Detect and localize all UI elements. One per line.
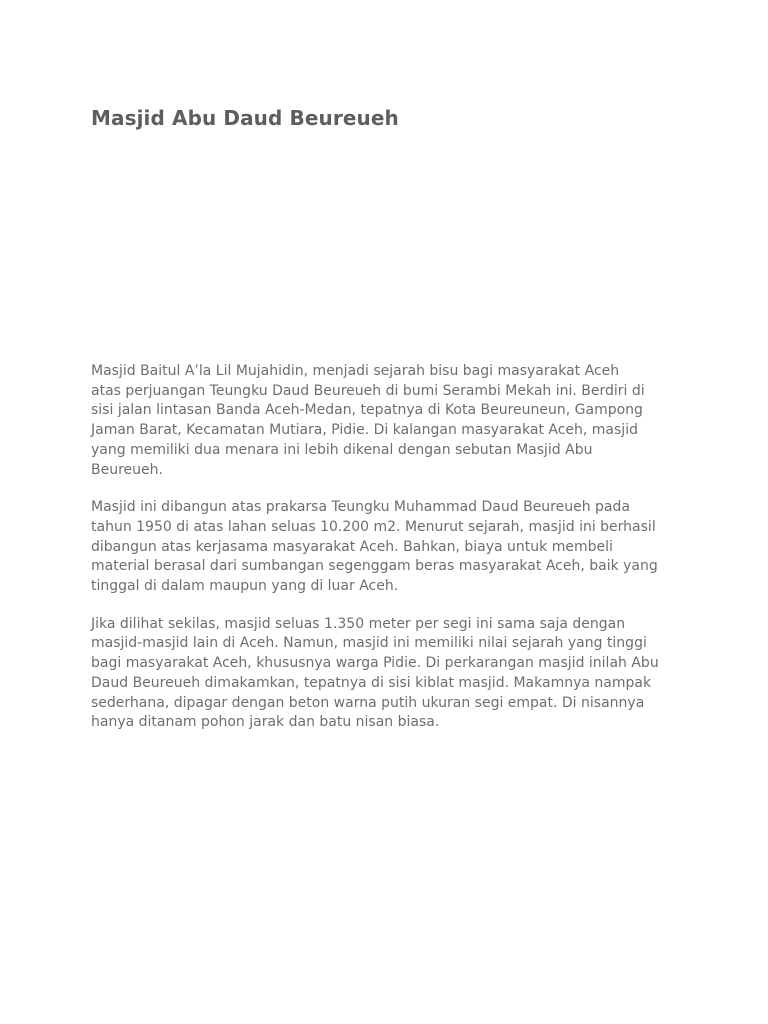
paragraph-1 <box>91 362 691 480</box>
paragraph-line: Masjid ini dibangun atas prakarsa Teungku Muhammad Daud Beureueh pada <box>91 499 630 516</box>
paragraph-line: hanya ditanam pohon jarak dan batu nisan biasa. <box>91 714 440 731</box>
paragraph-line: yang memiliki dua menara ini lebih dikenal dengan sebutan Masjid Abu <box>91 441 593 458</box>
document-title: Masjid Abu Daud Beureueh <box>91 106 399 130</box>
paragraph-line: material berasal dari sumbangan segenggam beras masyarakat Aceh, baik yang <box>91 558 658 575</box>
paragraph-line: Beureueh. <box>91 461 163 478</box>
paragraph-line: Masjid Baitul A’la Lil Mujahidin, menjadi sejarah bisu bagi masyarakat Aceh <box>91 363 620 379</box>
paragraph-line: atas perjuangan Teungku Daud Beureueh di bumi Serambi Mekah ini. Berdiri di <box>91 382 645 399</box>
paragraph-line: Daud Beureueh dimakamkan, tepatnya di sisi kiblat masjid. Makamnya nampak <box>91 674 652 691</box>
paragraph-line: masjid-masjid lain di Aceh. Namun, masjid ini memiliki nilai sejarah yang tinggi <box>91 635 647 652</box>
paragraph-2 <box>91 498 691 597</box>
paragraph-line: bagi masyarakat Aceh, khususnya warga Pidie. Di perkarangan masjid inilah Abu <box>91 655 659 672</box>
document-body <box>91 362 691 751</box>
paragraph-line: tinggal di dalam maupun yang di luar Aceh. <box>91 578 399 595</box>
paragraph-line: tahun 1950 di atas lahan seluas 10.200 m2. Menurut sejarah, masjid ini berhasil <box>91 518 656 535</box>
paragraph-line: dibangun atas kerjasama masyarakat Aceh. Bahkan, biaya untuk membeli <box>91 538 613 555</box>
paragraph-line: Jika dilihat sekilas, masjid seluas 1.350 meter per segi ini sama saja dengan <box>91 615 626 632</box>
paragraph-line: sederhana, dipagar dengan beton warna putih ukuran segi empat. Di nisannya <box>91 694 645 711</box>
paragraph-line: sisi jalan lintasan Banda Aceh-Medan, tepatnya di Kota Beureuneun, Gampong <box>91 402 643 419</box>
paragraph-3 <box>91 615 691 733</box>
paragraph-line: Jaman Barat, Kecamatan Mutiara, Pidie. Di kalangan masyarakat Aceh, masjid <box>91 422 638 439</box>
